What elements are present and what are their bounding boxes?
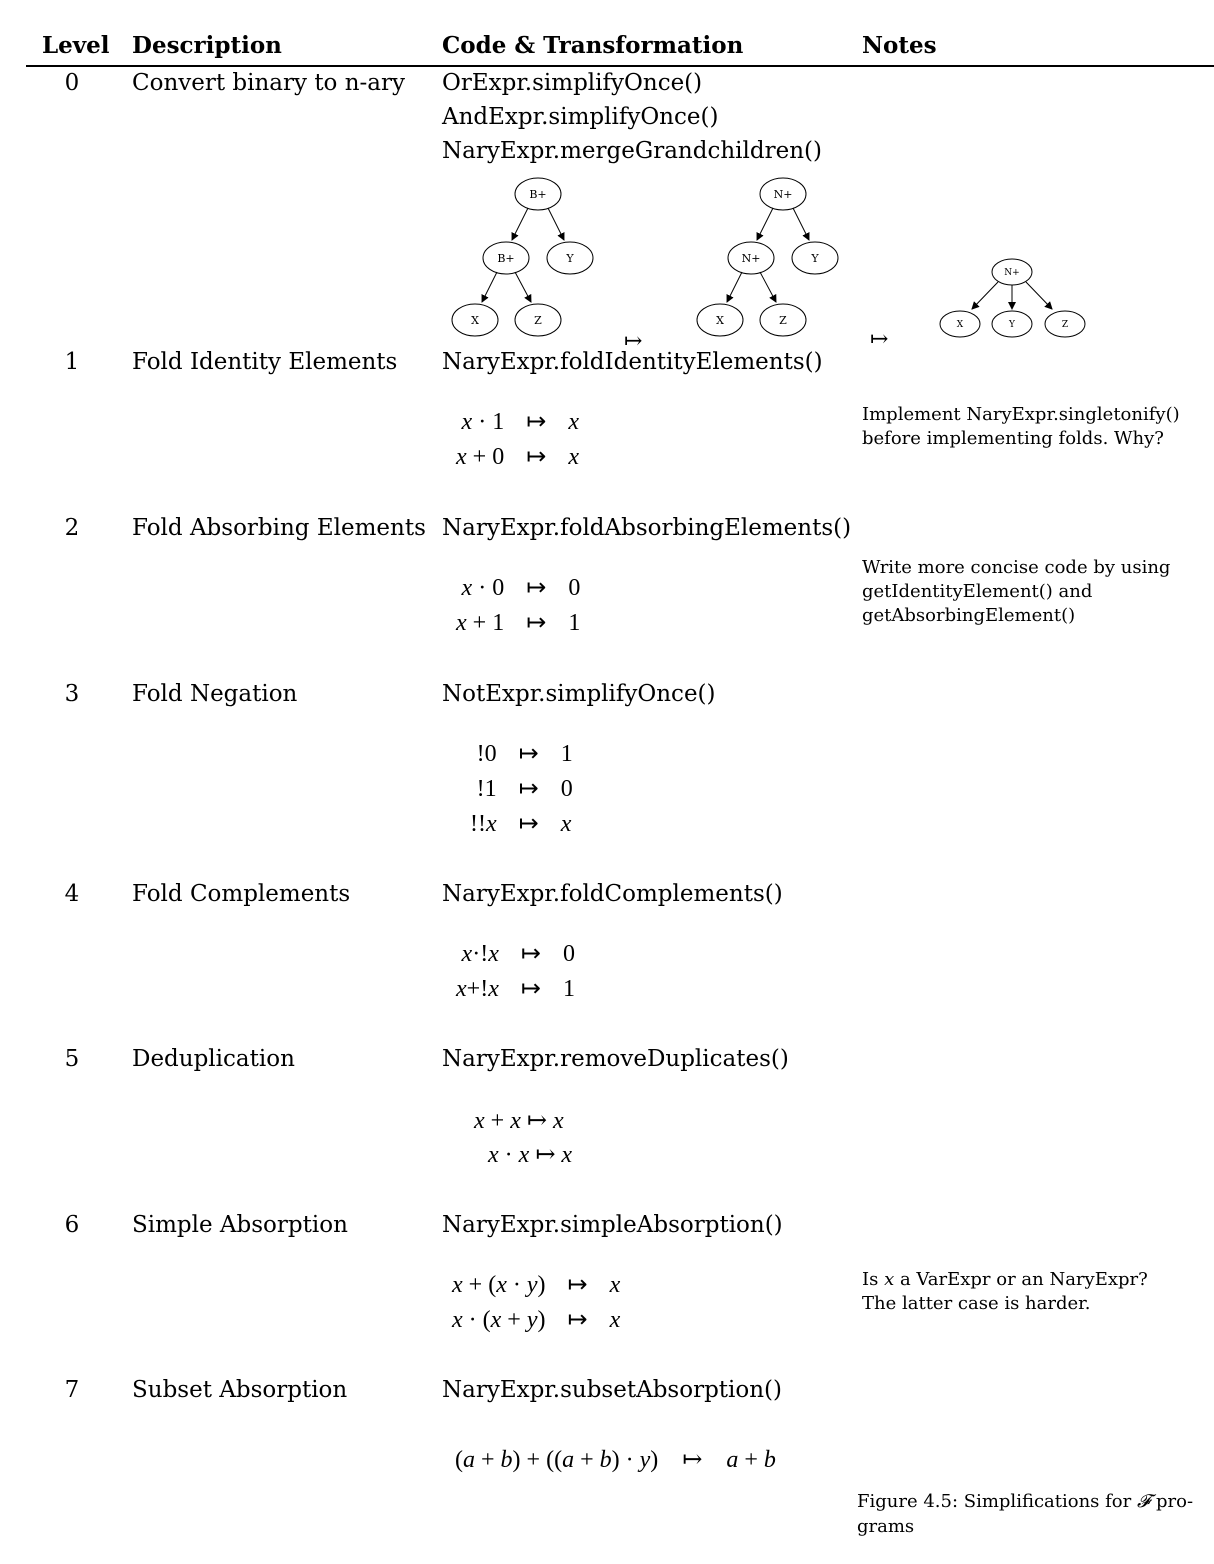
- rule-table-4: x·!x ↦ 0 x+!x ↦ 1: [456, 941, 575, 1002]
- code-0-c: NaryExpr.mergeGrandchildren(): [442, 138, 822, 164]
- level-0: 0: [64, 70, 80, 96]
- level-7: 7: [64, 1377, 80, 1403]
- tree1-y: Y: [566, 252, 574, 265]
- tree-arrow-1: ↦: [624, 329, 643, 350]
- tree2-z: Z: [779, 314, 787, 327]
- header-level: Level: [42, 32, 110, 59]
- tree1-inner: B+: [497, 252, 515, 265]
- rule-table-2: x · 0 ↦ 0 x + 1 ↦ 1: [456, 575, 581, 636]
- level-6: 6: [64, 1212, 80, 1238]
- tree3-y: Y: [1009, 320, 1015, 330]
- tree1-x: X: [471, 314, 479, 327]
- code-5: NaryExpr.removeDuplicates(): [442, 1046, 789, 1072]
- code-7: NaryExpr.subsetAbsorption(): [442, 1377, 782, 1403]
- header-code: Code & Transformation: [442, 32, 744, 59]
- tree2-root: N+: [773, 188, 793, 201]
- tree1-z: Z: [534, 314, 542, 327]
- tree-diagram: [440, 170, 1120, 350]
- rule-table-3: !0 ↦ 1 !1 ↦ 0 !!x ↦ x: [470, 741, 573, 837]
- level-5: 5: [64, 1046, 80, 1072]
- header-notes: Notes: [862, 32, 937, 59]
- rule-table-1: x · 1 ↦ x x + 0 ↦ x: [456, 409, 579, 470]
- header-description: Description: [132, 32, 282, 59]
- tree3-x: X: [956, 320, 964, 330]
- rule-table-6: x + (x · y) ↦ x x · (x + y) ↦ x: [452, 1272, 621, 1333]
- code-1: NaryExpr.foldIdentityElements(): [442, 349, 823, 375]
- note-6: Is x a VarExpr or an NaryExpr? The latter case is harder.: [862, 1269, 1148, 1314]
- code-4: NaryExpr.foldComplements(): [442, 881, 783, 907]
- description-0: Convert binary to n-ary: [132, 70, 406, 96]
- note-2: Write more concise code by using getIdentityElement() and getAbsorbingElement(): [862, 557, 1171, 626]
- description-1: Fold Identity Elements: [132, 349, 398, 375]
- code-2: NaryExpr.foldAbsorbingElements(): [442, 515, 852, 541]
- tree1-root: B+: [529, 188, 547, 201]
- rule-5-a: x + x ↦ x: [474, 1108, 564, 1134]
- code-0-b: AndExpr.simplifyOnce(): [442, 104, 719, 130]
- tree2-y: Y: [811, 252, 819, 265]
- level-3: 3: [64, 681, 80, 707]
- level-2: 2: [64, 515, 80, 541]
- code-0-a: OrExpr.simplifyOnce(): [442, 70, 703, 96]
- description-5: Deduplication: [132, 1046, 295, 1072]
- description-4: Fold Complements: [132, 881, 351, 907]
- description-3: Fold Negation: [132, 681, 298, 707]
- description-2: Fold Absorbing Elements: [132, 515, 426, 541]
- description-6: Simple Absorption: [132, 1212, 348, 1238]
- tree-arrow-2: ↦: [870, 327, 889, 350]
- code-6: NaryExpr.simpleAbsorption(): [442, 1212, 783, 1238]
- tree3-z: Z: [1061, 320, 1069, 330]
- figure-caption: Figure 4.5: Simplifications for 𝓕 pro-grams: [857, 1491, 1194, 1537]
- rule-7: (a + b) + ((a + b) · y) ↦ a + b: [455, 1447, 776, 1473]
- level-1: 1: [64, 349, 80, 375]
- code-3: NotExpr.simplifyOnce(): [442, 681, 716, 707]
- tree2-x: X: [716, 314, 724, 327]
- rule-5-b: x · x ↦ x: [488, 1142, 573, 1168]
- description-7: Subset Absorption: [132, 1377, 348, 1403]
- header-rule: [26, 65, 1214, 67]
- tree2-inner: N+: [741, 252, 761, 265]
- level-4: 4: [64, 881, 80, 907]
- tree3-root: N+: [1004, 268, 1020, 278]
- note-1: Implement NaryExpr.singletonify() before implementing folds. Why?: [862, 404, 1180, 449]
